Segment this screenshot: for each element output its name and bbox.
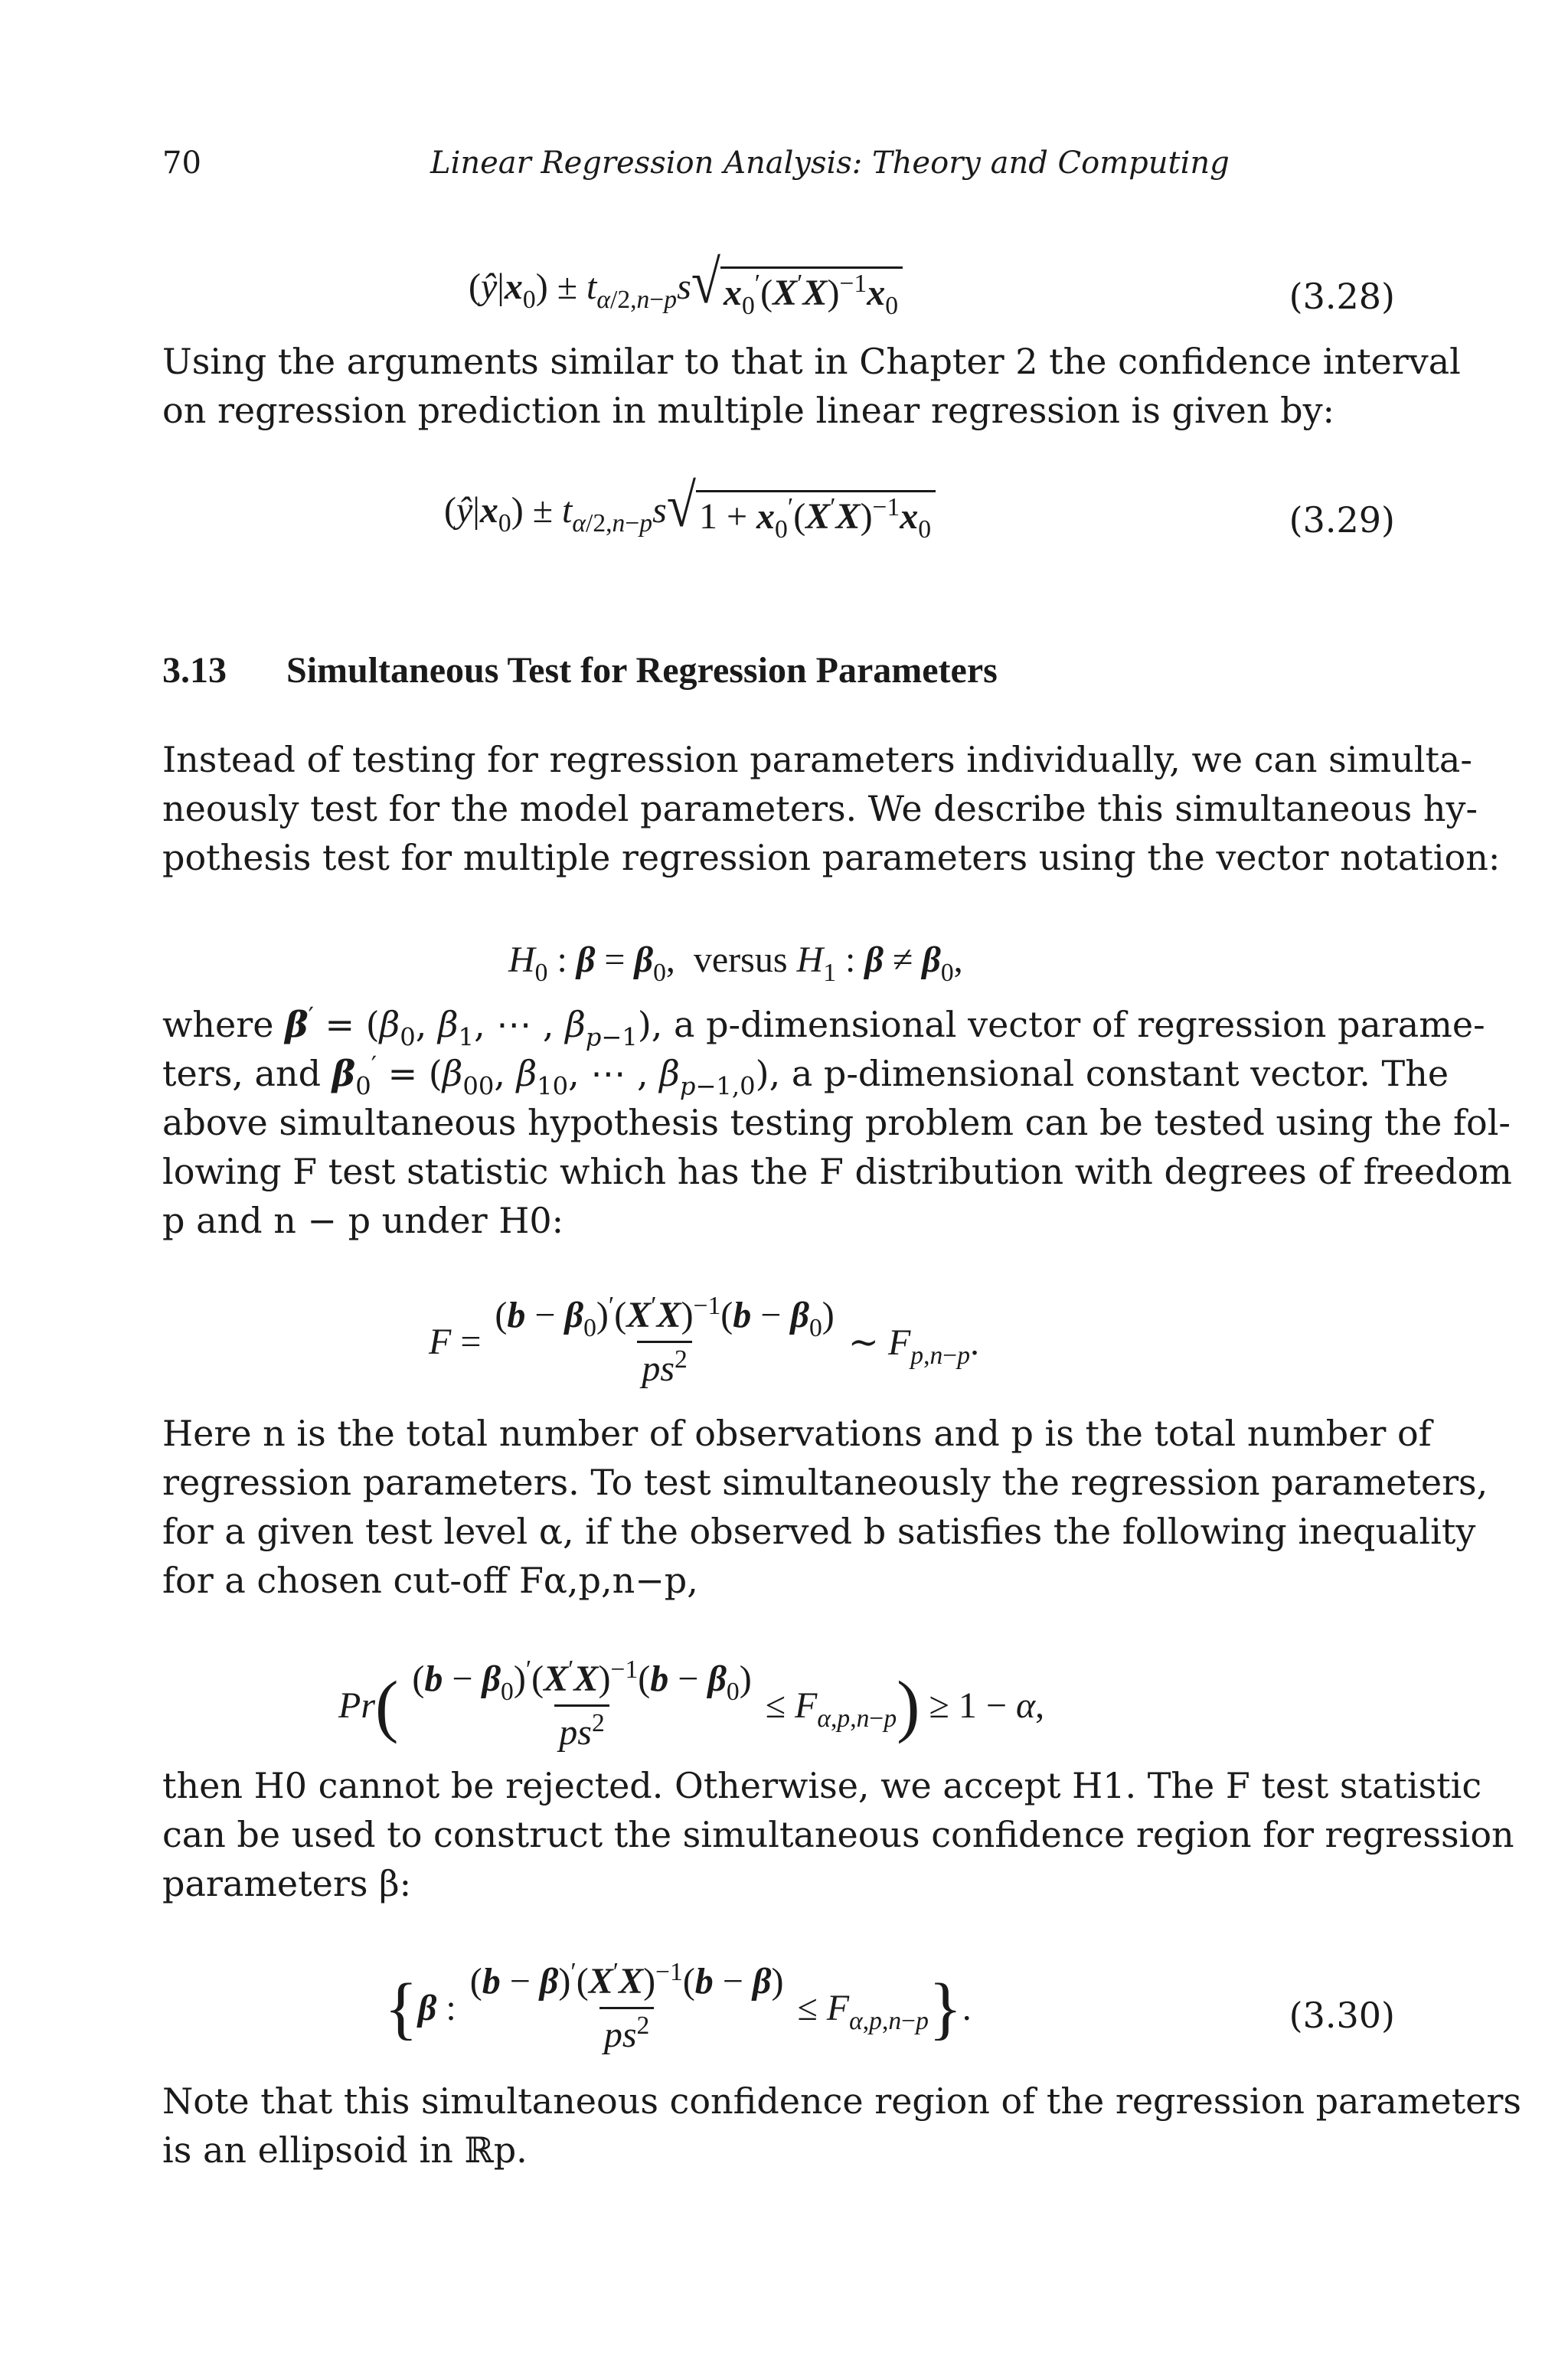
section-number: 3.13 <box>162 650 227 691</box>
text-line: neously test for the model parameters. We describe this simultaneous hy- <box>162 788 1478 829</box>
text-line: pothesis test for multiple regression parameters using the vector notation: <box>162 837 1501 878</box>
text-line: lowing F test statistic which has the F distribution with degrees of freedom <box>162 1151 1512 1192</box>
running-title: Linear Regression Analysis: Theory and Computing <box>430 145 1230 181</box>
section-heading <box>162 649 998 691</box>
versus-word: versus <box>693 940 788 980</box>
equation-number: (3.28) <box>1289 276 1395 317</box>
fraction: $\frac{(b - \beta_0)'(X'X)^{-1}(b - \beta_0)}{ps^2}$ <box>412 1655 752 1753</box>
running-head <box>162 145 1395 184</box>
hypothesis-equation <box>162 939 1395 992</box>
equation-number: (3.30) <box>1289 1995 1395 2036</box>
text-line: for a chosen cut-off Fα,p,n−p, <box>162 1560 698 1601</box>
text-line: above simultaneous hypothesis testing problem can be tested using the fol- <box>162 1102 1511 1143</box>
paragraph-definitions <box>162 1000 1512 1245</box>
text-line: p and n − p under H0: <box>162 1200 564 1241</box>
fraction: $\frac{(b - \beta_0)'(X'X)^{-1}(b - \beta_0)}{ps^2}$ <box>495 1292 835 1389</box>
paragraph-confidence-interval <box>162 337 1461 435</box>
text-line: is an ellipsoid in ℝp. <box>162 2129 528 2171</box>
text-line: regression parameters. To test simultaneously the regression parameters, <box>162 1462 1488 1503</box>
paragraph-rejection <box>162 1761 1514 1908</box>
hypothesis-body: $H_0$ : $\beta = \beta_0$, versus $H_1$ : $\beta \ne \beta_0$, <box>508 940 963 987</box>
text-line: where $\beta' = (\beta_0$, $\beta_1$, ⋯ , $\beta_{p-1}$), a p-dimensional vector of regression parame- <box>162 1001 1485 1052</box>
text-line: for a given test level α, if the observed b satisfies the following inequality <box>162 1511 1476 1552</box>
text-line: parameters β: <box>162 1863 412 1904</box>
text-line: on regression prediction in multiple linear regression is given by: <box>162 390 1335 431</box>
paragraph-ellipsoid <box>162 2077 1521 2175</box>
probability-inequality <box>162 1655 1395 1773</box>
text-line: Note that this simultaneous confidence region of the regression parameters <box>162 2080 1521 2122</box>
equation-3-29-body: $(ŷ|x_0) \pm t_{\alpha/2,n-p}s$ √ $1 + x_0'(X'X)^{-1}x_0$ <box>444 484 936 538</box>
paragraph-simultaneous-intro <box>162 735 1501 882</box>
fraction: $\frac{(b - \beta)'(X'X)^{-1}(b - \beta)}{ps^2}$ <box>469 1958 784 2055</box>
f-statistic-body: F = $\frac{(b - \beta_0)'(X'X)^{-1}(b - \beta_0)}{ps^2}$ ∼ $F_{p,n-p}$. <box>429 1292 980 1389</box>
equation-3-28 <box>162 248 1395 329</box>
text-line: Here n is the total number of observations and p is the total number of <box>162 1413 1432 1454</box>
text-line: ters, and $\beta_0' = (\beta_{00}$, $\beta_{10}$, ⋯ , $\beta_{p-1,0}$), a p-dimensional constant vector. The <box>162 1050 1449 1101</box>
text-line: Using the arguments similar to that in Chapter 2 the confidence interval <box>162 341 1461 382</box>
sqrt: √ $1 + x_0'(X'X)^{-1}x_0$ <box>667 484 936 538</box>
sqrt: √ $x_0'(X'X)^{-1}x_0$ <box>691 260 903 314</box>
paragraph-test-description <box>162 1409 1488 1605</box>
text-line: can be used to construct the simultaneous confidence region for regression <box>162 1814 1514 1855</box>
equation-3-29 <box>162 472 1395 553</box>
text-line: Instead of testing for regression parameters individually, we can simulta- <box>162 739 1472 780</box>
section-title: Simultaneous Test for Regression Parameters <box>286 650 998 691</box>
f-statistic-equation <box>162 1294 1395 1409</box>
probability-inequality-body: Pr ( $\frac{(b - \beta_0)'(X'X)^{-1}(b - \beta_0)}{ps^2}$ ≤ $F_{\alpha,p,n-p}$ ) ≥ 1 − α, <box>338 1655 1045 1753</box>
page-number: 70 <box>162 145 201 181</box>
equation-3-30-body: { β : $\frac{(b - \beta)'(X'X)^{-1}(b - \beta)}{ps^2}$ ≤ $F_{\alpha,p,n-p}$ } . <box>384 1958 972 2055</box>
equation-3-28-body: $(ŷ|x_0) \pm t_{\alpha/2,n-p}s$ √ $x_0'(X'X)^{-1}x_0$ <box>469 260 903 314</box>
equation-3-30 <box>162 1960 1395 2075</box>
equation-number: (3.29) <box>1289 499 1395 541</box>
text-line: then H0 cannot be rejected. Otherwise, we accept H1. The F test statistic <box>162 1765 1482 1806</box>
